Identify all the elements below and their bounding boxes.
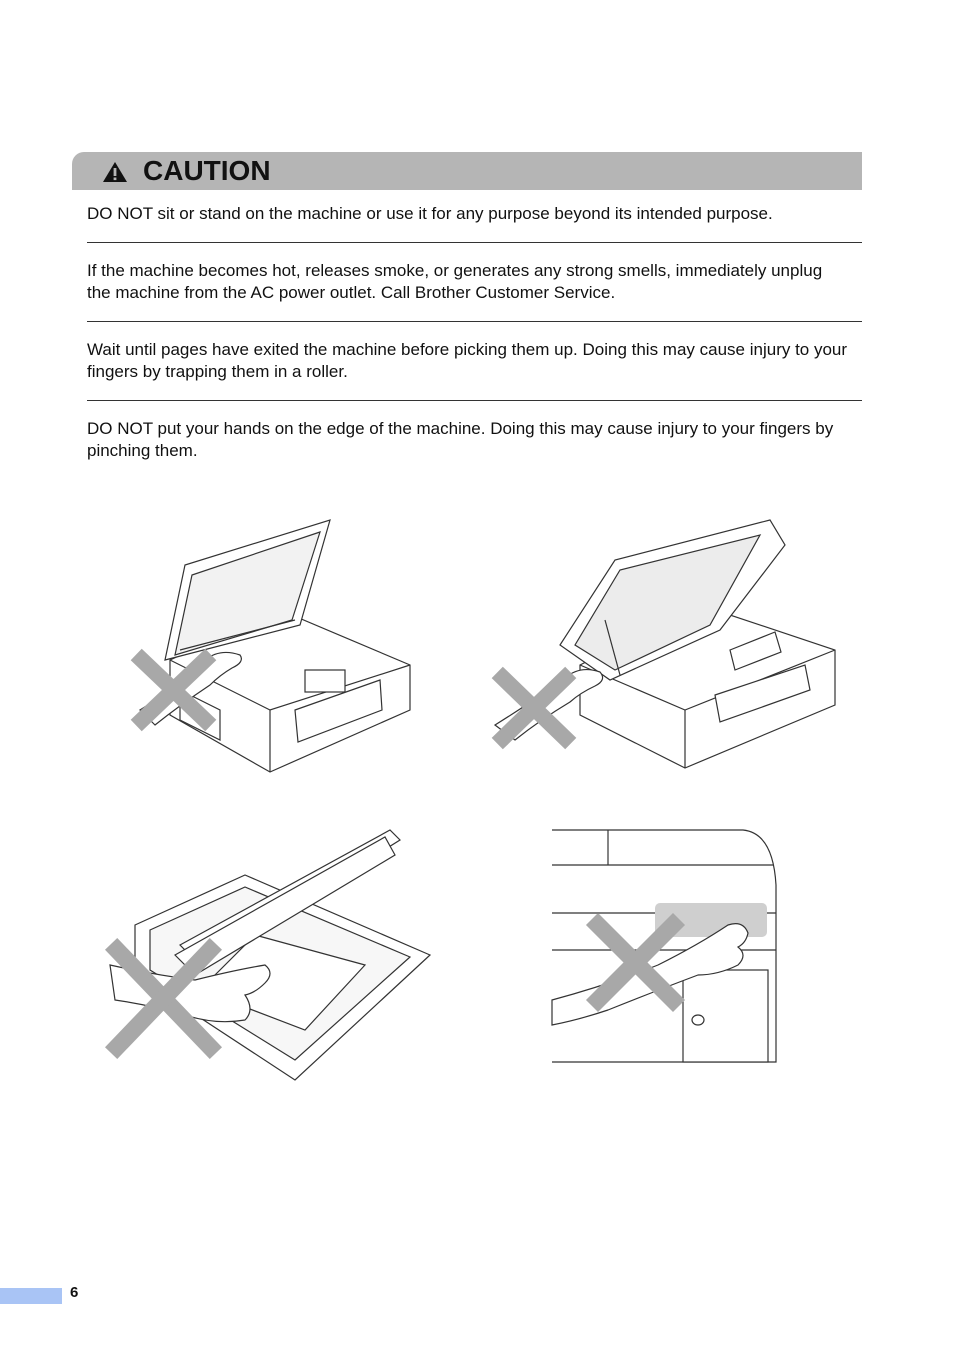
illustration-hand-on-scanner-glass — [120, 510, 420, 780]
illustration-hand-on-machine-edge-closeup — [548, 825, 783, 1070]
divider — [87, 321, 862, 322]
caution-paragraph-4: DO NOT put your hands on the edge of the machine. Doing this may cause injury to your fingers by pinching them. — [87, 419, 834, 460]
illustration-hand-inside-open-scanner-cover — [485, 510, 845, 780]
caution-header — [72, 152, 862, 190]
warning-triangle-icon — [102, 161, 128, 183]
page-tab — [0, 1288, 62, 1304]
page-number: 6 — [70, 1284, 79, 1301]
divider — [87, 400, 862, 401]
illustration-hand-on-paper-tray-edge — [105, 815, 435, 1090]
caution-paragraph-2: If the machine becomes hot, releases smoke, or generates any strong smells, immediately unplug the machine from the AC power outlet. Call Brother Customer Service. — [87, 261, 823, 302]
divider — [87, 242, 862, 243]
caution-paragraph-1: DO NOT sit or stand on the machine or use it for any purpose beyond its intended purpose. — [87, 204, 773, 223]
caution-title: CAUTION — [143, 155, 271, 186]
caution-paragraph-3: Wait until pages have exited the machine before picking them up. Doing this may cause injury to your fingers by trapping them in a roller. — [87, 340, 848, 381]
